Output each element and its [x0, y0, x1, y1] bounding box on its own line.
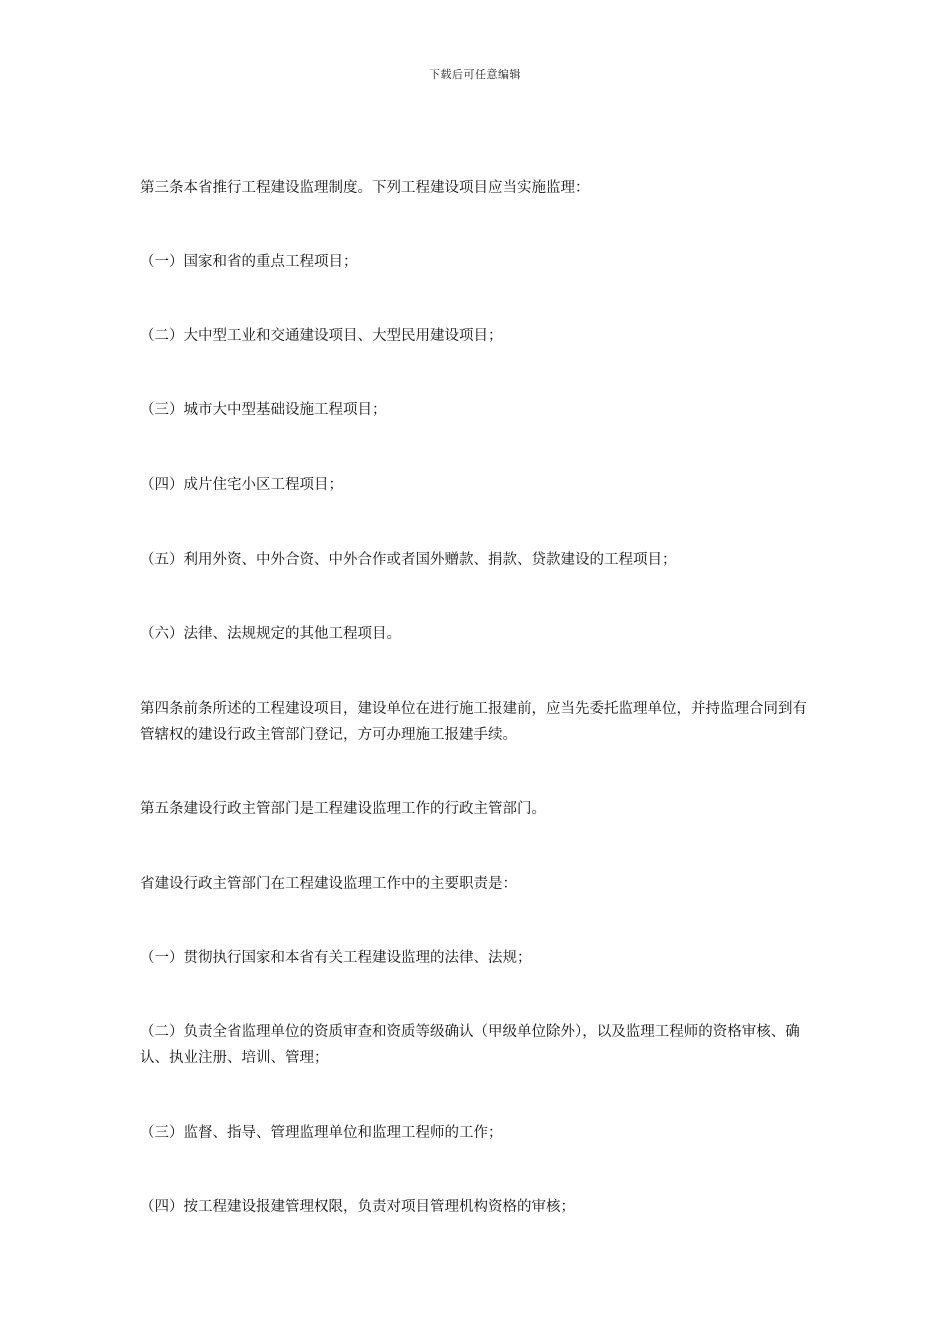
list-item: （五）利用外资、中外合资、中外合作或者国外赠款、捐款、贷款建设的工程项目；: [140, 552, 677, 568]
article-5: 第五条建设行政主管部门是工程建设监理工作的行政主管部门。: [140, 801, 546, 817]
responsibilities-intro: 省建设行政主管部门在工程建设监理工作中的主要职责是：: [140, 876, 517, 892]
list-item: （一）国家和省的重点工程项目；: [140, 254, 358, 270]
list-item: （二）负责全省监理单位的资质审查和资质等级确认（甲级单位除外），以及监理工程师的资格审核、确认、执业注册、培训、管理；: [140, 1024, 800, 1066]
list-item: （六）法律、法规规定的其他工程项目。: [140, 626, 401, 642]
list-item: （四）按工程建设报建管理权限，负责对项目管理机构资格的审核；: [140, 1199, 575, 1215]
article-4: 第四条前条所述的工程建设项目，建设单位在进行施工报建前，应当先委托监理单位，并持监理合同到有管辖权的建设行政主管部门登记，方可办理施工报建手续。: [140, 701, 807, 743]
list-item: （一）贯彻执行国家和本省有关工程建设监理的法律、法规；: [140, 950, 532, 966]
header-note: 下载后可任意编辑: [429, 68, 521, 81]
list-item: （四）成片住宅小区工程项目；: [140, 477, 343, 493]
list-item: （三）监督、指导、管理监理单位和监理工程师的工作；: [140, 1125, 503, 1141]
list-item: （二）大中型工业和交通建设项目、大型民用建设项目；: [140, 328, 503, 344]
list-item: （三）城市大中型基础设施工程项目；: [140, 402, 387, 418]
article-3: 第三条本省推行工程建设监理制度。下列工程建设项目应当实施监理：: [140, 180, 590, 196]
